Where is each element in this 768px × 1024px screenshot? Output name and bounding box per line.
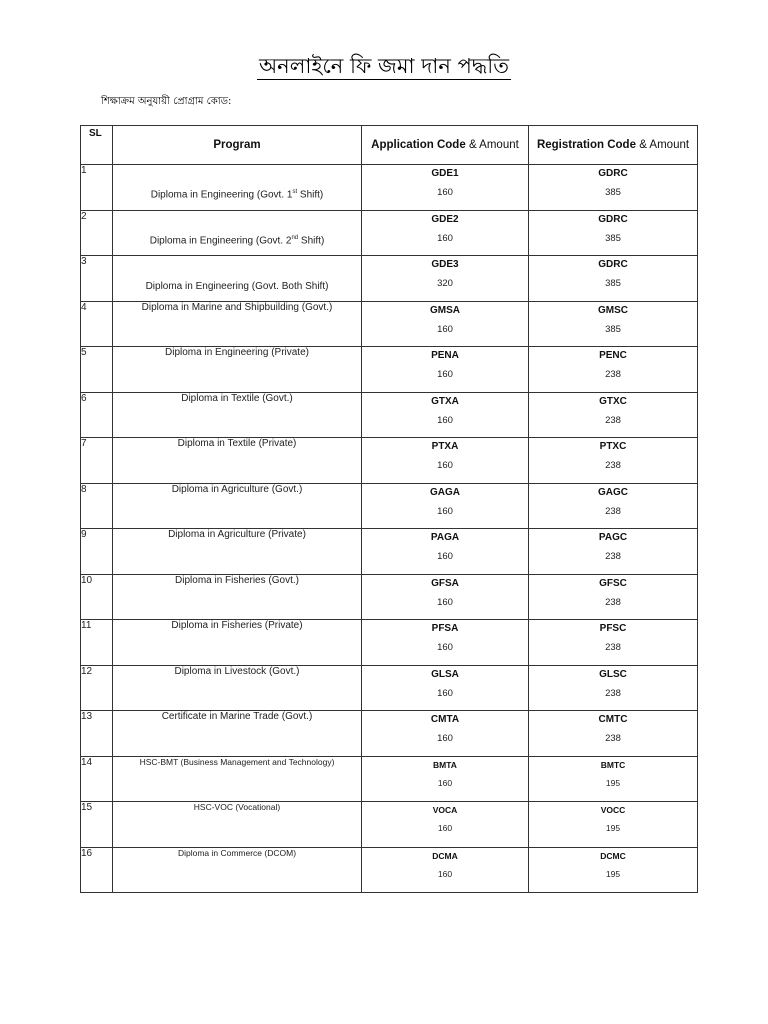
application-code: BMTA: [433, 759, 457, 770]
row-sl: 5: [81, 347, 113, 393]
registration-code: GAGC: [598, 486, 628, 498]
row-registration: [529, 165, 698, 211]
registration-code: GTXC: [599, 395, 627, 407]
row-application: [362, 256, 529, 302]
header-application-code: [362, 126, 529, 165]
row-sl: 11: [81, 620, 113, 666]
application-code: GTXA: [431, 395, 459, 407]
row-sl: 6: [81, 392, 113, 438]
row-program: HSC-BMT (Business Management and Technology): [113, 756, 362, 802]
registration-code: GLSC: [599, 668, 627, 680]
registration-code: BMTC: [600, 759, 626, 770]
application-amount: 160: [437, 551, 453, 562]
registration-code: CMTC: [598, 714, 628, 725]
row-sl: 15: [81, 802, 113, 848]
table-row: [81, 256, 698, 302]
header-registration-code: [529, 126, 698, 165]
row-program: Diploma in Fisheries (Govt.): [113, 574, 362, 620]
registration-code: GDRC: [598, 259, 628, 270]
row-application: [362, 756, 529, 802]
row-application: [362, 392, 529, 438]
registration-code: GDRC: [598, 213, 628, 225]
application-code: PAGA: [430, 532, 460, 543]
row-sl: 3: [81, 256, 113, 302]
table-header-row: [81, 126, 698, 165]
fee-code-table: [80, 125, 698, 893]
row-program: Diploma in Engineering (Govt. 2nd Shift): [113, 210, 362, 256]
registration-amount: 238: [605, 551, 621, 562]
row-sl: 16: [81, 847, 113, 893]
row-program: Certificate in Marine Trade (Govt.): [113, 711, 362, 757]
row-registration: [529, 256, 698, 302]
registration-amount: 238: [605, 505, 621, 517]
application-code: CMTA: [430, 714, 460, 725]
row-registration: [529, 756, 698, 802]
registration-code: VOCC: [600, 805, 626, 815]
row-program: Diploma in Engineering (Govt. Both Shift): [113, 256, 362, 302]
row-program: Diploma in Engineering (Private): [113, 347, 362, 393]
header-registration-code-label: Registration Code: [536, 139, 636, 151]
application-amount: 160: [437, 460, 453, 471]
row-registration: [529, 847, 698, 893]
table-row: [81, 529, 698, 575]
application-amount: 160: [437, 687, 453, 699]
row-sl: 7: [81, 438, 113, 484]
row-application: [362, 665, 529, 711]
page-title-text: অনলাইনে ফি জমা দান পদ্ধতি: [258, 54, 510, 78]
row-program: Diploma in Livestock (Govt.): [113, 665, 362, 711]
registration-amount: 385: [605, 187, 621, 198]
registration-code: DCMC: [600, 850, 626, 861]
application-amount: 320: [437, 278, 453, 289]
application-amount: 160: [437, 733, 453, 744]
table-row: [81, 620, 698, 666]
application-code: DCMA: [432, 850, 458, 861]
row-registration: [529, 574, 698, 620]
registration-amount: 238: [605, 460, 621, 471]
application-amount: 160: [437, 505, 453, 517]
registration-code: GDRC: [598, 168, 628, 179]
row-application: [362, 438, 529, 484]
header-program: Program: [113, 126, 362, 165]
row-registration: [529, 392, 698, 438]
row-registration: [529, 347, 698, 393]
registration-code: GMSC: [598, 304, 628, 316]
application-amount: 160: [437, 187, 453, 198]
registration-code: PAGC: [598, 532, 628, 543]
row-sl: 13: [81, 711, 113, 757]
row-program: Diploma in Agriculture (Private): [113, 529, 362, 575]
application-code: GAGA: [430, 486, 460, 498]
row-application: [362, 574, 529, 620]
row-application: [362, 802, 529, 848]
table-row: [81, 165, 698, 211]
row-application: [362, 711, 529, 757]
application-code: PTXA: [431, 441, 459, 452]
registration-amount: 195: [605, 777, 621, 788]
row-application: [362, 347, 529, 393]
row-application: [362, 483, 529, 529]
application-amount: 160: [437, 232, 453, 244]
row-program: Diploma in Marine and Shipbuilding (Govt.): [113, 301, 362, 347]
application-code: GFSA: [431, 577, 459, 589]
application-amount: 160: [437, 823, 453, 833]
registration-amount: 238: [605, 596, 621, 608]
application-code: GLSA: [431, 668, 459, 680]
table-row: [81, 574, 698, 620]
application-amount: 160: [437, 868, 453, 879]
row-sl: 2: [81, 210, 113, 256]
row-sl: 12: [81, 665, 113, 711]
table-row: [81, 438, 698, 484]
registration-amount: 238: [605, 733, 621, 744]
application-code: GDE3: [431, 259, 459, 270]
table-row: [81, 347, 698, 393]
row-registration: [529, 665, 698, 711]
row-application: [362, 847, 529, 893]
application-code: PFSA: [431, 623, 459, 634]
header-registration-amount-label: & Amount: [639, 139, 690, 151]
row-registration: [529, 438, 698, 484]
row-application: [362, 165, 529, 211]
row-sl: 14: [81, 756, 113, 802]
registration-amount: 195: [605, 823, 621, 833]
row-registration: [529, 483, 698, 529]
registration-amount: 385: [605, 232, 621, 244]
table-row: [81, 392, 698, 438]
table-row: [81, 210, 698, 256]
table-row: [81, 483, 698, 529]
application-amount: 160: [437, 323, 453, 335]
row-sl: 4: [81, 301, 113, 347]
row-registration: [529, 529, 698, 575]
registration-amount: 238: [605, 687, 621, 699]
row-sl: 8: [81, 483, 113, 529]
row-registration: [529, 620, 698, 666]
row-program: Diploma in Agriculture (Govt.): [113, 483, 362, 529]
row-program: Diploma in Engineering (Govt. 1st Shift): [113, 165, 362, 211]
header-sl: SL: [81, 126, 113, 165]
registration-code: GFSC: [599, 577, 627, 589]
row-registration: [529, 711, 698, 757]
application-code: PENA: [431, 350, 459, 361]
row-application: [362, 210, 529, 256]
registration-code: PFSC: [599, 623, 627, 634]
row-program: HSC-VOC (Vocational): [113, 802, 362, 848]
row-sl: 9: [81, 529, 113, 575]
registration-amount: 238: [605, 642, 621, 653]
application-code: GDE1: [431, 168, 459, 179]
registration-amount: 385: [605, 323, 621, 335]
row-program: Diploma in Textile (Govt.): [113, 392, 362, 438]
application-amount: 160: [437, 777, 453, 788]
application-amount: 160: [437, 596, 453, 608]
table-row: [81, 847, 698, 893]
registration-code: PTXC: [599, 441, 627, 452]
row-sl: 10: [81, 574, 113, 620]
program-code-subtitle: শিক্ষাক্রম অনুযায়ী প্রোগ্রাম কোড:: [101, 96, 232, 107]
application-code: VOCA: [432, 805, 458, 815]
row-program: Diploma in Textile (Private): [113, 438, 362, 484]
row-application: [362, 620, 529, 666]
row-sl: 1: [81, 165, 113, 211]
table-row: [81, 665, 698, 711]
row-application: [362, 301, 529, 347]
header-application-amount-label: & Amount: [468, 139, 519, 151]
row-program: Diploma in Commerce (DCOM): [113, 847, 362, 893]
row-registration: [529, 210, 698, 256]
registration-amount: 238: [605, 369, 621, 380]
application-amount: 160: [437, 642, 453, 653]
row-program: Diploma in Fisheries (Private): [113, 620, 362, 666]
row-registration: [529, 802, 698, 848]
application-code: GMSA: [430, 304, 460, 316]
registration-amount: 385: [605, 278, 621, 289]
table-row: [81, 301, 698, 347]
registration-code: PENC: [599, 350, 627, 361]
application-code: GDE2: [431, 213, 459, 225]
header-application-code-label: Application Code: [371, 139, 466, 151]
page-title: [0, 52, 768, 80]
row-application: [362, 529, 529, 575]
table-row: [81, 756, 698, 802]
table-row: [81, 711, 698, 757]
registration-amount: 238: [605, 414, 621, 426]
table-row: [81, 802, 698, 848]
registration-amount: 195: [605, 868, 621, 879]
application-amount: 160: [437, 369, 453, 380]
row-registration: [529, 301, 698, 347]
application-amount: 160: [437, 414, 453, 426]
